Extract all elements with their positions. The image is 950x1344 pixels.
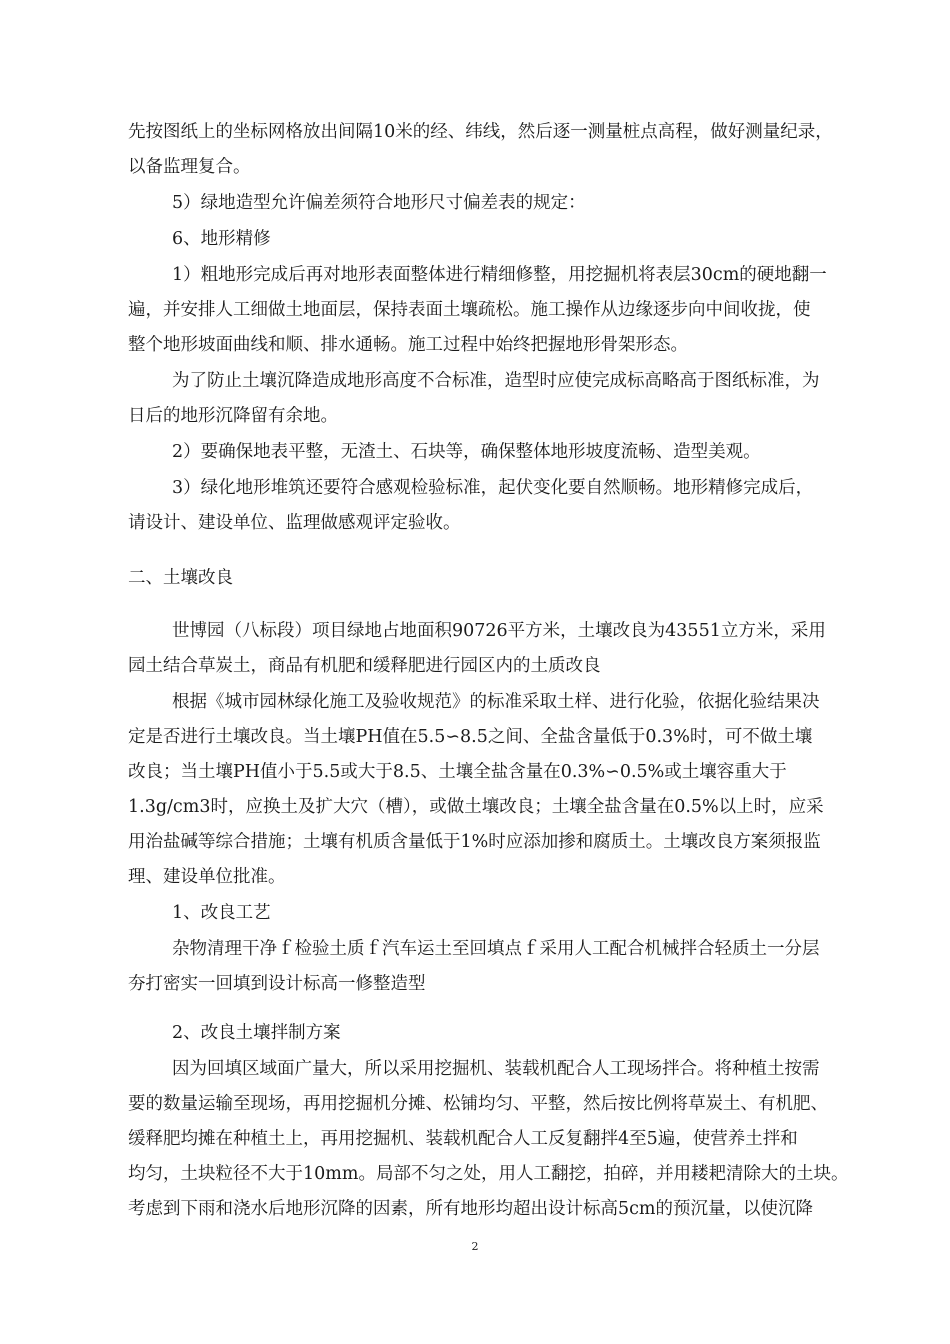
text-line: 考虑到下雨和浇水后地形沉降的因素，所有地形均超出设计标高5cm的预沉量，以使沉降 [128,1199,814,1219]
text-line: 3）绿化地形堆筑还要符合感观检验标准，起伏变化要自然顺畅。地形精修完成后， [172,478,814,498]
text-line: 改良；当土壤PH值小于5.5或大于8.5、土壤全盐含量在0.3%∽0.5%或土壤容重大于 [128,762,787,782]
text-line: 先按图纸上的坐标网格放出间隔10米的经、纬线，然后逐一测量桩点高程，做好测量纪录， [128,122,833,142]
text-line: 理、建设单位批准。 [128,867,286,887]
text-line: 1.3g/cm3时，应换土及扩大穴（槽），或做土壤改良；土壤全盐含量在0.5%以上时，应采 [128,797,824,817]
text-line: 5）绿地造型允许偏差须符合地形尺寸偏差表的规定： [172,193,586,213]
text-line: 杂物清理干净ｆ检验土质ｆ汽车运土至回填点ｆ采用人工配合机械拌合轻质土一分层 [172,939,820,959]
section-heading: 二、土壤改良 [128,568,233,588]
text-line: 夯打密实一回填到设计标高一修整造型 [128,974,426,994]
section-heading: 2、改良土壤拌制方案 [172,1023,341,1043]
text-line: 世博园（八标段）项目绿地占地面积90726平方米，土壤改良为43551立方米，采用 [172,621,826,641]
text-line: 以备监理复合。 [128,157,251,177]
text-line: 缓释肥均摊在种植土上，再用挖掘机、装载机配合人工反复翻拌4至5遍，使营养土拌和 [128,1129,798,1149]
text-line: 根据《城市园林绿化施工及验收规范》的标准采取土样、进行化验，依据化验结果决 [172,692,820,712]
text-line: 用治盐碱等综合措施；土壤有机质含量低于1%时应添加掺和腐质土。土壤改良方案须报监 [128,832,821,852]
page-number: 2 [471,1240,479,1253]
text-line: 因为回填区域面广量大，所以采用挖掘机、装载机配合人工现场拌合。将种植土按需 [172,1059,820,1079]
text-line: 要的数量运输至现场，再用挖掘机分摊、松铺均匀、平整，然后按比例将草炭土、有机肥、 [128,1094,828,1114]
text-line: 请设计、建设单位、监理做感观评定验收。 [128,513,461,533]
text-line: 为了防止土壤沉降造成地形高度不合标准，造型时应使完成标高略高于图纸标准，为 [172,371,820,391]
text-line: 定是否进行土壤改良。当土壤PH值在5.5∽8.5之间、全盐含量低于0.3%时，可不做土壤 [128,727,813,747]
text-line: 遍，并安排人工细做土地面层，保持表面土壤疏松。施工操作从边缘逐步向中间收拢，使 [128,300,811,320]
text-line: 2）要确保地表平整，无渣土、石块等，确保整体地形坡度流畅、造型美观。 [172,442,761,462]
section-heading: 1、改良工艺 [172,903,271,923]
text-line: 园土结合草炭土，商品有机肥和缓释肥进行园区内的土质改良 [128,656,601,676]
text-line: 整个地形坡面曲线和顺、排水通畅。施工过程中始终把握地形骨架形态。 [128,335,688,355]
section-heading: 6、地形精修 [172,229,271,249]
text-line: 1）粗地形完成后再对地形表面整体进行精细修整，用挖掘机将表层30cm的硬地翻一 [172,265,827,285]
text-line: 均匀，土块粒径不大于10mm。局部不匀之处，用人工翻挖，拍碎，并用耧耙清除大的土块。 [128,1164,849,1184]
text-line: 日后的地形沉降留有余地。 [128,406,338,426]
